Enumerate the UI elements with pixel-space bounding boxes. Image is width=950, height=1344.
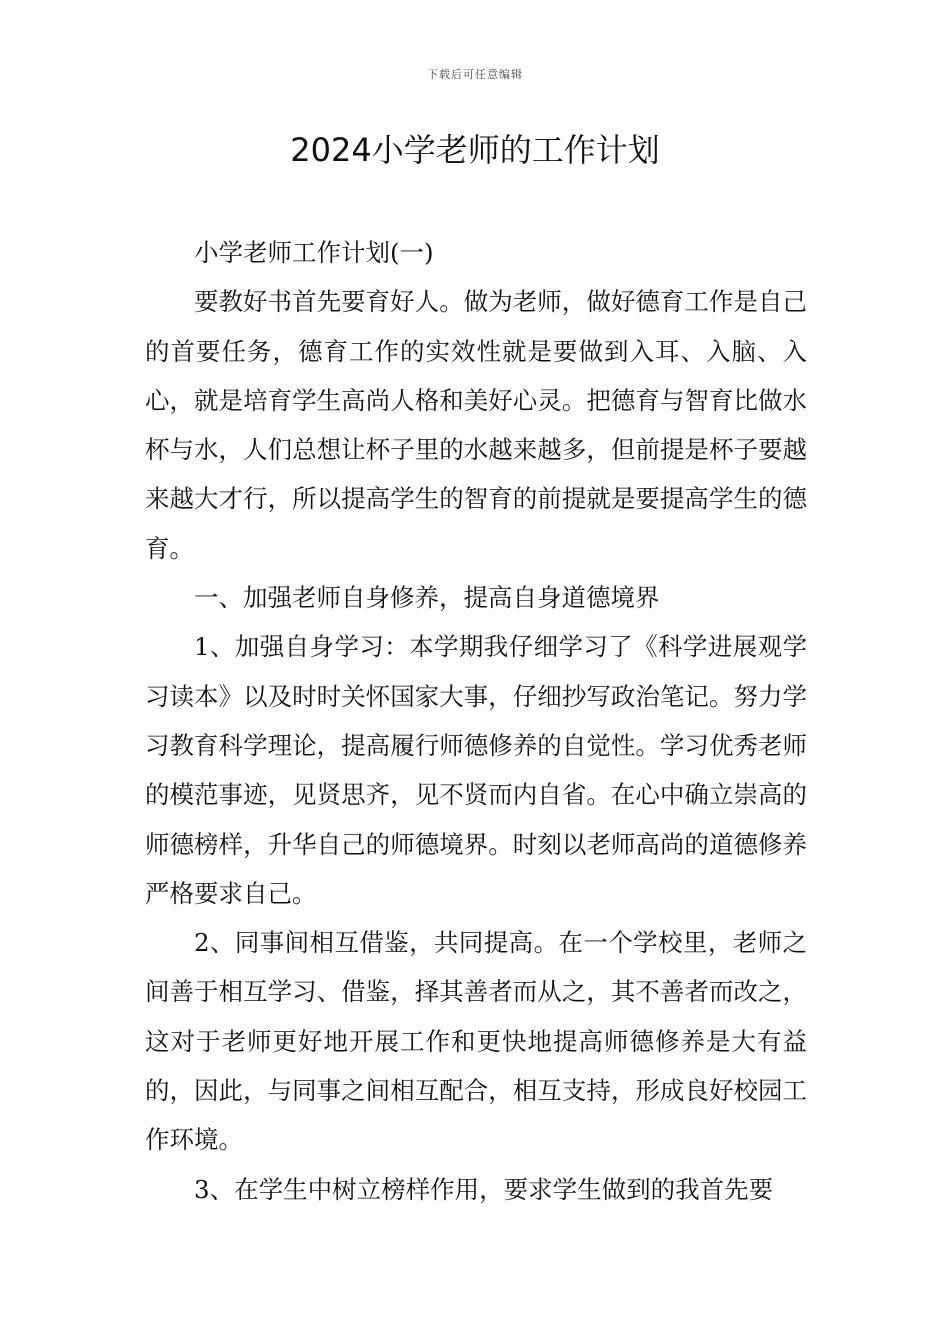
document-body bbox=[145, 228, 807, 1214]
paragraph-item-3: 3、在学生中树立榜样作用，要求学生做到的我首先要 bbox=[194, 1174, 774, 1204]
paragraph-item-2: 2、同事间相互借鉴，共同提高。在一个学校里，老师之间善于相互学习、借鉴，择其善者而从之，其不善者而改之，这对于老师更好地开展工作和更快地提高师德修养是大有益的，因此，与同事之间相互配合，相互支持，形成良好校园工作环境。 bbox=[145, 928, 807, 1155]
paragraph-intro: 要教好书首先要育好人。做为老师，做好德育工作是自己的首要任务，德育工作的实效性就是要做到入耳、入脑、入心，就是培育学生高尚人格和美好心灵。把德育与智育比做水杯与水，人们总想让杯子里的水越来越多，但前提是杯子要越来越大才行，所以提高学生的智育的前提就是要提高学生的德育。 bbox=[145, 287, 807, 563]
document-title: 2024小学老师的工作计划 bbox=[290, 131, 660, 169]
section-heading: 一、加强老师自身修养，提高自身道德境界 bbox=[194, 583, 660, 613]
section-subtitle: 小学老师工作计划(一) bbox=[194, 238, 434, 267]
header-note: 下载后可任意编辑 bbox=[427, 68, 523, 81]
paragraph-item-1: 1、加强自身学习：本学期我仔细学习了《科学进展观学习读本》以及时时关怀国家大事，仔细抄写政治笔记。努力学习教育科学理论，提高履行师德修养的自觉性。学习优秀老师的模范事迹，见贤思齐，见不贤而内自省。在心中确立崇高的师德榜样，升华自己的师德境界。时刻以老师高尚的道德修养严格要求自己。 bbox=[145, 632, 807, 908]
